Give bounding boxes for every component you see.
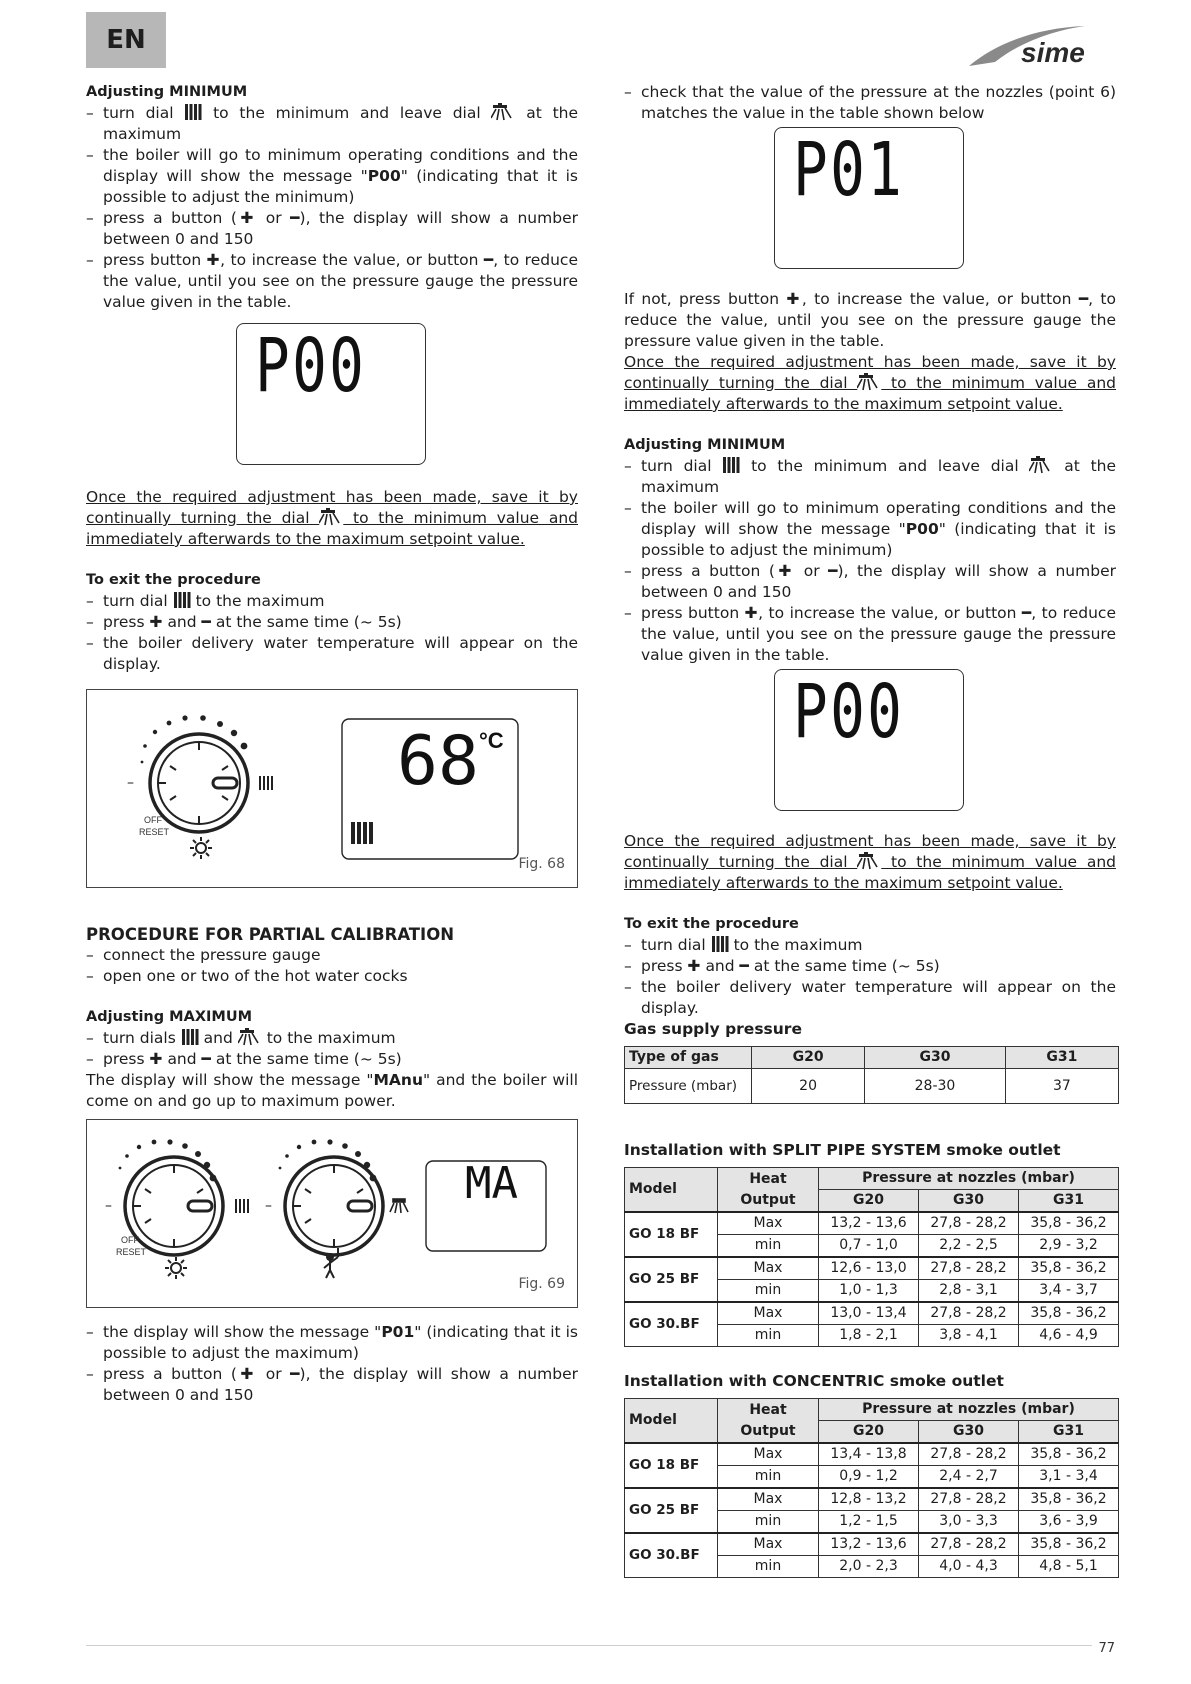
lcd-display-p00: P00 xyxy=(236,323,426,465)
output-cell: min xyxy=(718,1235,819,1258)
adjusting-minimum-steps xyxy=(86,103,578,313)
svg-text:OFF: OFF xyxy=(144,815,162,825)
table-row xyxy=(625,1488,1119,1511)
model-cell: GO 25 BF xyxy=(625,1257,718,1302)
figure-caption: Fig. 68 xyxy=(518,856,565,872)
list-item: – the boiler will go to minimum operating conditions and the display will show the message "P00" (indicating that it is possible to adjust the minimum) xyxy=(86,145,578,208)
col-header: G20 xyxy=(752,1047,865,1069)
adjusting-minimum-heading: Adjusting MINIMUM xyxy=(86,84,248,100)
col-header: G30 xyxy=(865,1047,1006,1069)
pressure-cell: 35,8 - 36,2 xyxy=(1019,1302,1119,1325)
lcd-display-p00: P00 xyxy=(774,669,964,811)
output-cell: min xyxy=(718,1280,819,1303)
table-row xyxy=(625,1302,1119,1325)
tap-dial-icon xyxy=(491,103,515,121)
svg-text:OFF: OFF xyxy=(121,1235,139,1245)
pressure-cell: 1,2 - 1,5 xyxy=(819,1511,919,1534)
pressure-cell: 27,8 - 28,2 xyxy=(919,1257,1019,1280)
pressure-cell: 35,8 - 36,2 xyxy=(1019,1257,1119,1280)
pressure-cell: 2,9 - 3,2 xyxy=(1019,1235,1119,1258)
plus-icon: ✚ xyxy=(206,251,221,269)
exit-procedure-steps xyxy=(86,591,578,675)
gas-supply-heading: Gas supply pressure xyxy=(624,1020,802,1038)
list-item: – press ✚ and ━ at the same time (~ 5s) xyxy=(624,956,1116,977)
tap-dial-icon xyxy=(319,508,343,526)
output-cell: Max xyxy=(718,1533,819,1556)
pressure-cell: 4,6 - 4,9 xyxy=(1019,1325,1119,1347)
pressure-cell: 3,6 - 3,9 xyxy=(1019,1511,1119,1534)
pressure-cell: 4,8 - 5,1 xyxy=(1019,1556,1119,1578)
svg-text:–: – xyxy=(105,1198,112,1214)
pressure-cell: 2,4 - 2,7 xyxy=(919,1466,1019,1489)
list-item: – press a button (✚ or ━), the display will show a number between 0 and 150 xyxy=(624,561,1116,603)
table-row xyxy=(625,1212,1119,1235)
output-cell: Max xyxy=(718,1302,819,1325)
list-item: – turn dials and to the maximum xyxy=(86,1028,578,1049)
plus-icon: ✚ xyxy=(149,613,163,631)
concentric-table: Model Heat Output Pressure at nozzles (mbar) G20 G30 G31 GO 18 BF Max 13,4 - 13,8 27,8 - 28,2 35,8 - 36,2 min 0,9 - 1,2 2,4 - 2,7 3,1 - 3,4 GO 25 BF Max 12,8 - 13,2 27,8 - 28,2 35,8 - 36,2 min 1,2 - 1,5 3,0 - 3,3 3,6 - 3,9 GO 30.BF Max 13,2 - 13,6 27,8 - 28,2 35,8 - 36,2 min 2,0 - 2,3 4,0 - 4,3 4,8 - 5,1 xyxy=(624,1398,1119,1578)
output-cell: Max xyxy=(718,1212,819,1235)
output-cell: Max xyxy=(718,1443,819,1466)
minus-icon: ━ xyxy=(1078,290,1089,308)
list-item: – press a button (✚ or ━), the display will show a number between 0 and 150 xyxy=(86,1364,578,1406)
radiator-dial-icon xyxy=(711,935,729,953)
tap-dial-icon xyxy=(857,373,881,391)
pressure-cell: 27,8 - 28,2 xyxy=(919,1488,1019,1511)
right-column xyxy=(624,82,1116,1578)
pressure-cell: 2,2 - 2,5 xyxy=(919,1235,1019,1258)
list-item: – the display will show the message "P01" (indicating that it is possible to adjust the maximum) xyxy=(86,1322,578,1364)
concentric-heading: Installation with CONCENTRIC smoke outlet xyxy=(624,1372,1004,1390)
minus-icon: ━ xyxy=(201,1050,211,1068)
pressure-cell: 2,8 - 3,1 xyxy=(919,1280,1019,1303)
language-tab: EN xyxy=(86,12,166,68)
pressure-cell: 3,4 - 3,7 xyxy=(1019,1280,1119,1303)
pressure-cell: 35,8 - 36,2 xyxy=(1019,1212,1119,1235)
pressure-cell: 0,7 - 1,0 xyxy=(819,1235,919,1258)
figure-68 xyxy=(86,689,578,888)
list-item: – turn dial to the minimum and leave dial at the maximum xyxy=(86,103,578,145)
list-item: – connect the pressure gauge xyxy=(86,945,578,966)
minus-icon: ━ xyxy=(828,562,838,580)
save-note: Once the required adjustment has been made, save it by continually turning the dial to the minimum value and immediately afterwards to the maximum setpoint value. xyxy=(86,488,578,548)
list-item: – turn dial to the minimum and leave dial at the maximum xyxy=(624,456,1116,498)
plus-icon: ✚ xyxy=(236,209,258,227)
radiator-dial-icon xyxy=(181,1028,199,1046)
pressure-cell: 13,4 - 13,8 xyxy=(819,1443,919,1466)
pressure-cell: 3,8 - 4,1 xyxy=(919,1325,1019,1347)
table-row xyxy=(625,1443,1119,1466)
pressure-cell: 35,8 - 36,2 xyxy=(1019,1443,1119,1466)
radiator-icon xyxy=(259,776,273,790)
save-note: Once the required adjustment has been made, save it by continually turning the dial to the minimum value and immediately afterwards to the maximum setpoint value. xyxy=(624,832,1116,892)
radiator-icon xyxy=(351,822,373,844)
plus-icon: ✚ xyxy=(149,1050,163,1068)
after-maximum-steps xyxy=(86,1322,578,1406)
pressure-cell: 2,0 - 2,3 xyxy=(819,1556,919,1578)
output-cell: min xyxy=(718,1511,819,1534)
table-row: Pressure (mbar) 20 28-30 37 xyxy=(625,1069,1119,1104)
list-item: – turn dial to the maximum xyxy=(624,935,1116,956)
pressure-cell: 3,1 - 3,4 xyxy=(1019,1466,1119,1489)
radiator-dial-icon xyxy=(184,103,202,121)
pressure-cell: 1,8 - 2,1 xyxy=(819,1325,919,1347)
exit-procedure-heading: To exit the procedure xyxy=(86,572,261,588)
svg-text:MA: MA xyxy=(465,1158,518,1209)
footer-rule xyxy=(86,1645,1115,1646)
pressure-cell: 35,8 - 36,2 xyxy=(1019,1533,1119,1556)
minus-icon: ━ xyxy=(739,957,749,975)
pressure-cell: 27,8 - 28,2 xyxy=(919,1212,1019,1235)
left-column xyxy=(86,82,578,1406)
pressure-cell: 35,8 - 36,2 xyxy=(1019,1488,1119,1511)
exit-procedure-heading: To exit the procedure xyxy=(624,916,799,932)
sime-logo xyxy=(965,22,1115,70)
list-item: – the boiler delivery water temperature will appear on the display. xyxy=(624,977,1116,1019)
model-cell: GO 18 BF xyxy=(625,1212,718,1257)
pressure-cell: 13,2 - 13,6 xyxy=(819,1212,919,1235)
pressure-cell: 0,9 - 1,2 xyxy=(819,1466,919,1489)
tap-icon xyxy=(390,1199,408,1213)
minus-icon: ━ xyxy=(290,1365,300,1383)
pressure-cell: 13,2 - 13,6 xyxy=(819,1533,919,1556)
pressure-cell: 3,0 - 3,3 xyxy=(919,1511,1019,1534)
plus-icon: ✚ xyxy=(774,562,796,580)
sun-reset-icon xyxy=(190,837,212,859)
split-pipe-table: Model Heat Output Pressure at nozzles (mbar) G20 G30 G31 GO 18 BF Max 13,2 - 13,6 27,8 - 28,2 35,8 - 36,2 min 0,7 - 1,0 2,2 - 2,5 2,9 - 3,2 GO 25 BF Max 12,6 - 13,0 27,8 - 28,2 35,8 - 36,2 min 1,0 - 1,3 2,8 - 3,1 3,4 - 3,7 GO 30.BF Max 13,0 - 13,4 27,8 - 28,2 35,8 - 36,2 min 1,8 - 2,1 3,8 - 4,1 4,6 - 4,9 xyxy=(624,1167,1119,1347)
output-cell: Max xyxy=(718,1488,819,1511)
table-row xyxy=(625,1533,1119,1556)
if-not-note: If not, press button ✚, to increase the value, or button ━, to reduce the value, until you see on the pressure gauge the pressure value given in the table. xyxy=(624,290,1116,350)
plus-icon: ✚ xyxy=(236,1365,258,1383)
pressure-cell: 27,8 - 28,2 xyxy=(919,1533,1019,1556)
list-item: – press button ✚, to increase the value, or button ━, to reduce the value, until you see on the pressure gauge the pressure value given in the table. xyxy=(624,603,1116,666)
svg-text:RESET: RESET xyxy=(116,1247,147,1257)
figure-caption: Fig. 69 xyxy=(518,1276,565,1292)
pressure-cell: 1,0 - 1,3 xyxy=(819,1280,919,1303)
list-item: – check that the value of the pressure at the nozzles (point 6) matches the value in the table shown below xyxy=(624,82,1116,124)
tap-dial-icon xyxy=(238,1028,262,1046)
tap-dial-icon xyxy=(1029,456,1053,474)
radiator-dial-icon xyxy=(173,591,191,609)
minus-icon: ━ xyxy=(483,251,494,269)
col-header: G31 xyxy=(1005,1047,1118,1069)
svg-text:°C: °C xyxy=(479,728,504,753)
output-cell: min xyxy=(718,1325,819,1347)
minus-icon: ━ xyxy=(1021,604,1032,622)
pressure-cell: 12,8 - 13,2 xyxy=(819,1488,919,1511)
minus-icon: ━ xyxy=(290,209,300,227)
partial-calibration-heading: PROCEDURE FOR PARTIAL CALIBRATION xyxy=(86,925,455,944)
pressure-cell: 13,0 - 13,4 xyxy=(819,1302,919,1325)
list-item: – the boiler will go to minimum operating conditions and the display will show the message "P00" (indicating that it is possible to adjust the minimum) xyxy=(624,498,1116,561)
pressure-cell: 12,6 - 13,0 xyxy=(819,1257,919,1280)
output-cell: Max xyxy=(718,1257,819,1280)
output-cell: min xyxy=(718,1466,819,1489)
list-item: – the boiler delivery water temperature will appear on the display. xyxy=(86,633,578,675)
manu-message: The display will show the message "MAnu" and the boiler will come on and go up to maximum power. xyxy=(86,1071,578,1110)
split-pipe-heading: Installation with SPLIT PIPE SYSTEM smoke outlet xyxy=(624,1141,1061,1159)
list-item: – open one or two of the hot water cocks xyxy=(86,966,578,987)
output-cell: min xyxy=(718,1556,819,1578)
pressure-cell: 27,8 - 28,2 xyxy=(919,1302,1019,1325)
svg-text:sime: sime xyxy=(1021,37,1085,68)
sun-reset-icon xyxy=(165,1257,187,1279)
lcd-display-p01: P01 xyxy=(774,127,964,269)
svg-text:–: – xyxy=(265,1198,272,1214)
adjusting-minimum-heading: Adjusting MINIMUM xyxy=(624,437,786,453)
model-cell: GO 30.BF xyxy=(625,1533,718,1578)
tap-dial-icon xyxy=(857,852,881,870)
page-number: 77 xyxy=(1092,1638,1115,1659)
pressure-cell: 27,8 - 28,2 xyxy=(919,1443,1019,1466)
list-item: – press button ✚, to increase the value, or button ━, to reduce the value, until you see on the pressure gauge the pressure value given in the table. xyxy=(86,250,578,313)
model-cell: GO 18 BF xyxy=(625,1443,718,1488)
plus-icon: ✚ xyxy=(786,290,802,308)
col-header: Type of gas xyxy=(625,1047,752,1069)
svg-text:–: – xyxy=(127,775,134,791)
figure-69 xyxy=(86,1119,578,1308)
adjusting-maximum-steps xyxy=(86,1028,578,1070)
list-item: – press ✚ and ━ at the same time (~ 5s) xyxy=(86,612,578,633)
gas-supply-table xyxy=(624,1046,1119,1104)
adjusting-maximum-heading: Adjusting MAXIMUM xyxy=(86,1009,253,1025)
list-item: – press a button (✚ or ━), the display will show a number between 0 and 150 xyxy=(86,208,578,250)
table-row xyxy=(625,1257,1119,1280)
svg-text:RESET: RESET xyxy=(139,827,170,837)
model-cell: GO 30.BF xyxy=(625,1302,718,1347)
control-panel-illustration xyxy=(87,690,577,887)
list-item: – turn dial to the maximum xyxy=(86,591,578,612)
minus-icon: ━ xyxy=(201,613,211,631)
list-item: – press ✚ and ━ at the same time (~ 5s) xyxy=(86,1049,578,1070)
chimney-sweep-icon xyxy=(324,1248,338,1278)
plus-icon: ✚ xyxy=(687,957,701,975)
save-note: Once the required adjustment has been made, save it by continually turning the dial to the minimum value and immediately afterwards to the maximum setpoint value. xyxy=(624,353,1116,413)
control-panel-illustration xyxy=(87,1120,577,1307)
pressure-cell: 4,0 - 4,3 xyxy=(919,1556,1019,1578)
plus-icon: ✚ xyxy=(744,604,759,622)
svg-text:68: 68 xyxy=(397,722,479,801)
partial-calibration-steps xyxy=(86,945,578,987)
model-cell: GO 25 BF xyxy=(625,1488,718,1533)
radiator-dial-icon xyxy=(722,456,740,474)
